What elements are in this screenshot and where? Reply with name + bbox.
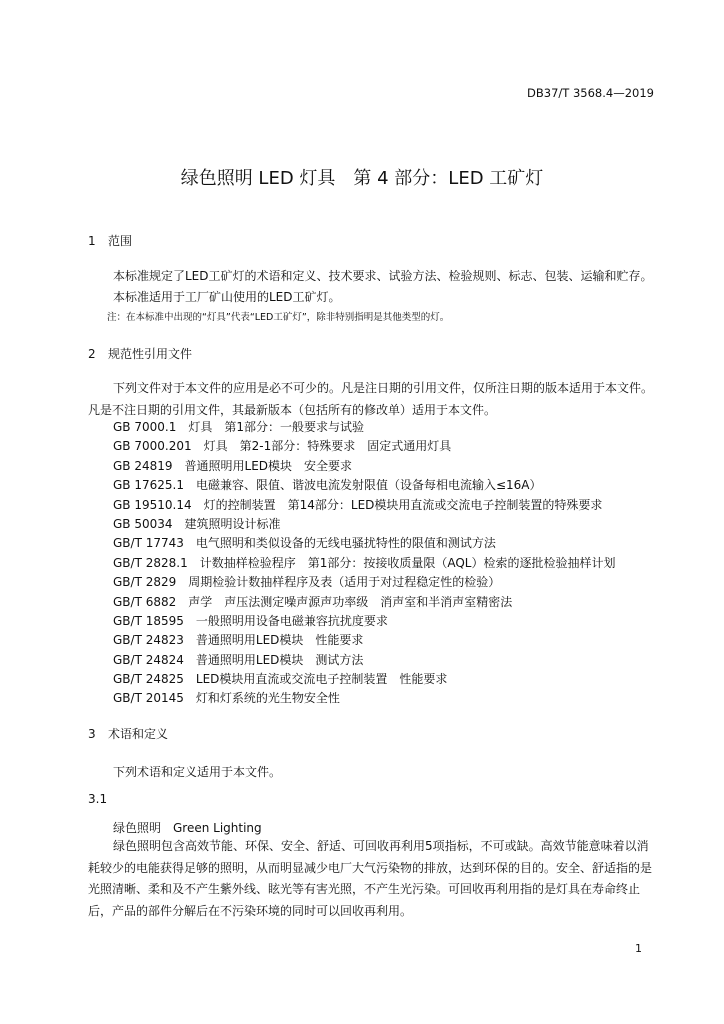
reference-title: 普通照明用LED模块 测试方法 — [195, 652, 364, 667]
reference-title: LED模块用直流或交流电子控制装置 性能要求 — [195, 672, 448, 687]
reference-code: GB/T 2828.1 — [113, 555, 188, 570]
reference-title: 灯和灯系统的光生物安全性 — [195, 691, 340, 706]
term-heading: 绿色照明 Green Lighting — [113, 821, 262, 835]
document-title: 绿色照明 LED 灯具 第 4 部分：LED 工矿灯 — [180, 168, 544, 189]
reference-title: 建筑照明设计标准 — [184, 516, 281, 531]
reference-item — [113, 418, 616, 437]
section-heading-scope — [88, 232, 132, 249]
scope-paragraph-1: 本标准规定了LED工矿灯的术语和定义、技术要求、试验方法、检验规则、标志、包装、运输和贮存。 — [113, 269, 653, 283]
reference-item — [113, 476, 616, 495]
reference-item — [113, 612, 616, 631]
reference-item — [113, 670, 616, 689]
reference-title: 灯的控制装置 第14部分：LED模块用直流或交流电子控制装置的特殊要求 — [203, 497, 603, 512]
reference-title: 计数抽样检验程序 第1部分：按接收质量限（AQL）检索的逐批检验抽样计划 — [199, 555, 616, 570]
references-intro: 下列文件对于本文件的应用是必不可少的。凡是注日期的引用文件，仅所注日期的版本适用于本文件。凡是不注日期的引用文件，其最新版本（包括所有的修改单）适用于本文件。 — [88, 381, 654, 417]
reference-code: GB/T 24824 — [113, 652, 184, 667]
terms-intro: 下列术语和定义适用于本文件。 — [113, 765, 282, 779]
reference-title: 一般照明用设备电磁兼容抗扰度要求 — [195, 613, 388, 628]
reference-item — [113, 631, 616, 650]
section-title: 规范性引用文件 — [108, 347, 193, 361]
reference-code: GB 17625.1 — [113, 478, 184, 493]
section-number: 2 — [88, 347, 96, 361]
section-heading-terms — [88, 725, 168, 742]
reference-item — [113, 515, 616, 534]
reference-code: GB/T 24823 — [113, 633, 184, 648]
standard-code: DB37/T 3568.4—2019 — [527, 86, 654, 100]
section-title: 范围 — [108, 234, 133, 248]
reference-title: 周期检验计数抽样程序及表（适用于对过程稳定性的检验） — [188, 575, 501, 590]
reference-item — [113, 651, 616, 670]
reference-code: GB/T 2829 — [113, 575, 177, 590]
reference-code: GB/T 24825 — [113, 672, 184, 687]
reference-code: GB 50034 — [113, 516, 173, 531]
reference-item — [113, 554, 616, 573]
reference-code: GB/T 20145 — [113, 691, 184, 706]
reference-title: 声学 声压法测定噪声源声功率级 消声室和半消声室精密法 — [188, 594, 513, 609]
reference-code: GB/T 17743 — [113, 536, 184, 551]
reference-title: 普通照明用LED模块 性能要求 — [195, 633, 364, 648]
reference-item — [113, 573, 616, 592]
clause-number: 3.1 — [88, 792, 108, 806]
page-number: 1 — [635, 942, 642, 955]
term-definition: 绿色照明包含高效节能、环保、安全、舒适、可回收再利用5项指标，不可或缺。高效节能意味着以消耗较少的电能获得足够的照明，从而明显减少电厂大气污染物的排放，达到环保的目的。安全、舒适指的是光照清晰、柔和及不产生紫外线、眩光等有害光照，不产生光污染。可回收再利用指的是灯具在寿命终止后，产品的部件分解后在不污染环境的同时可以回收再利用。 — [88, 839, 653, 918]
reference-code: GB 7000.1 — [113, 420, 177, 434]
reference-item — [113, 534, 616, 553]
reference-item — [113, 496, 616, 515]
reference-title: 灯具 第2-1部分：特殊要求 固定式通用灯具 — [203, 439, 452, 454]
scope-note: 注：在本标准中出现的“灯具”代表“LED工矿灯”，除非特别指明是其他类型的灯。 — [107, 312, 450, 323]
reference-item — [113, 689, 616, 708]
section-title: 术语和定义 — [108, 727, 169, 741]
reference-title: 电磁兼容、限值、谐波电流发射限值（设备每相电流输入≤16A） — [195, 478, 542, 493]
section-number: 3 — [88, 727, 96, 741]
section-heading-references — [88, 345, 192, 362]
reference-title: 灯具 第1部分：一般要求与试验 — [188, 420, 364, 434]
reference-code: GB 24819 — [113, 458, 173, 473]
reference-item — [113, 457, 616, 476]
reference-code: GB/T 18595 — [113, 613, 184, 628]
reference-title: 普通照明用LED模块 安全要求 — [184, 458, 353, 473]
reference-code: GB/T 6882 — [113, 594, 177, 609]
reference-item — [113, 437, 616, 456]
section-number: 1 — [88, 234, 96, 248]
reference-list — [113, 418, 616, 709]
reference-title: 电气照明和类似设备的无线电骚扰特性的限值和测试方法 — [195, 536, 496, 551]
reference-code: GB 19510.14 — [113, 497, 192, 512]
reference-item — [113, 593, 616, 612]
reference-code: GB 7000.201 — [113, 439, 192, 454]
scope-paragraph-2: 本标准适用于工厂矿山使用的LED工矿灯。 — [113, 290, 341, 304]
